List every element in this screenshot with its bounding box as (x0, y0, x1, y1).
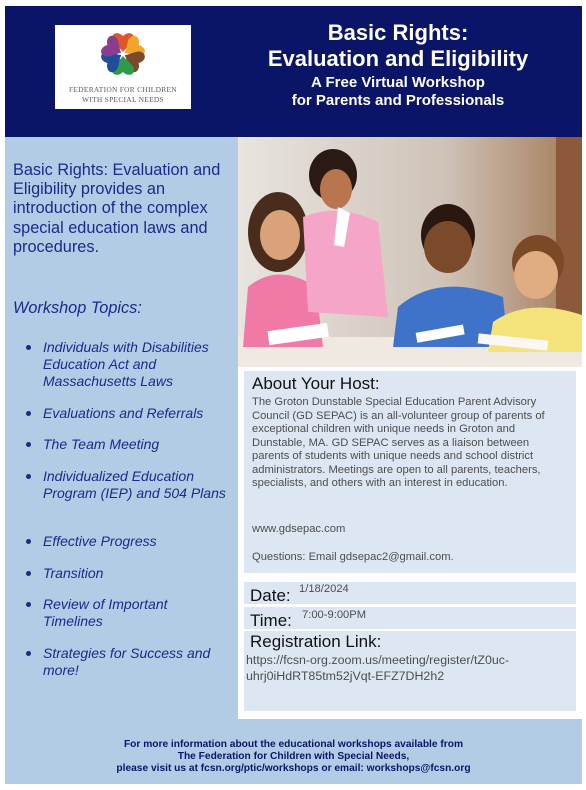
topic-item: Individuals with Disabilities Education Act and Massachusetts Laws (43, 339, 228, 390)
bullet-icon (26, 539, 31, 544)
topic-item: The Team Meeting (43, 436, 228, 453)
host-questions[interactable]: Questions: Email gdsepac2@gmail.com. (252, 551, 454, 563)
flyer (5, 6, 582, 784)
about-host-box (244, 371, 576, 573)
bullet-icon (26, 345, 31, 350)
topic-item: Individualized Education Program (IEP) and 504 Plans (43, 468, 228, 502)
footer-banner (5, 719, 582, 784)
topics-heading: Workshop Topics: (13, 299, 142, 317)
topic-item: Review of Important Timelines (43, 596, 228, 630)
about-host-body: The Groton Dunstable Special Education Parent Advisory Council (GD SEPAC) is an all-volunteer group of parents of exceptional children with unique needs in Groton and Dunstable, MA. GD SEPAC serves as a liaison between parents of students with unique needs and school district administrators. Meetings are open to all parents, teachers, specialists, and others with an interest in education. (252, 396, 545, 489)
intro-text: Basic Rights: Evaluation and Eligibility provides an introduction of the complex special education laws and procedures. (13, 161, 221, 256)
bullet-icon (26, 651, 31, 656)
footer-line3[interactable]: please visit us at fcsn.org/ptic/workshops or email: workshops@fcsn.org (116, 763, 471, 774)
classroom-photo (238, 137, 582, 367)
logo-text-line1: FEDERATION FOR CHILDREN (69, 85, 177, 94)
right-panel (238, 367, 582, 719)
topic-item: Strategies for Success and more! (43, 645, 228, 679)
subtitle-line1: A Free Virtual Workshop (311, 74, 485, 91)
date-box (244, 582, 576, 604)
time-box (244, 607, 576, 629)
time-value: 7:00-9:00PM (302, 609, 367, 621)
topic-item: Transition (43, 565, 228, 582)
bullet-icon (26, 474, 31, 479)
date-value: 1/18/2024 (299, 583, 349, 595)
fcsn-logo (55, 25, 191, 109)
bullet-icon (26, 571, 31, 576)
bullet-icon (26, 442, 31, 447)
about-host-title: About Your Host: (252, 374, 380, 393)
header-banner (5, 6, 582, 137)
logo-text-line2: WITH SPECIAL NEEDS (82, 95, 164, 104)
host-website[interactable]: www.gdsepac.com (252, 523, 346, 535)
students-teacher-illustration (238, 137, 582, 367)
bullet-icon (26, 411, 31, 416)
footer-line1: For more information about the educational workshops available from (123, 739, 464, 750)
time-label: Time: (250, 611, 292, 630)
topic-item: Evaluations and Referrals (43, 405, 228, 422)
registration-link[interactable]: https://fcsn-org.zoom.us/meeting/register/tZ0uc-uhrj0iHdRT85tm52jVqt-EFZ7DH2h2 (246, 653, 510, 683)
heart-flower-icon (99, 28, 147, 82)
topic-item: Effective Progress (43, 533, 228, 550)
left-panel (5, 137, 238, 719)
title-line2: Evaluation and Eligibility (267, 46, 529, 71)
footer-line2: The Federation for Children with Special Needs, (177, 751, 410, 762)
bullet-icon (26, 602, 31, 607)
title-line1: Basic Rights: (327, 20, 469, 45)
date-label: Date: (250, 586, 291, 605)
subtitle-line2: for Parents and Professionals (291, 92, 505, 109)
registration-label: Registration Link: (250, 632, 382, 651)
